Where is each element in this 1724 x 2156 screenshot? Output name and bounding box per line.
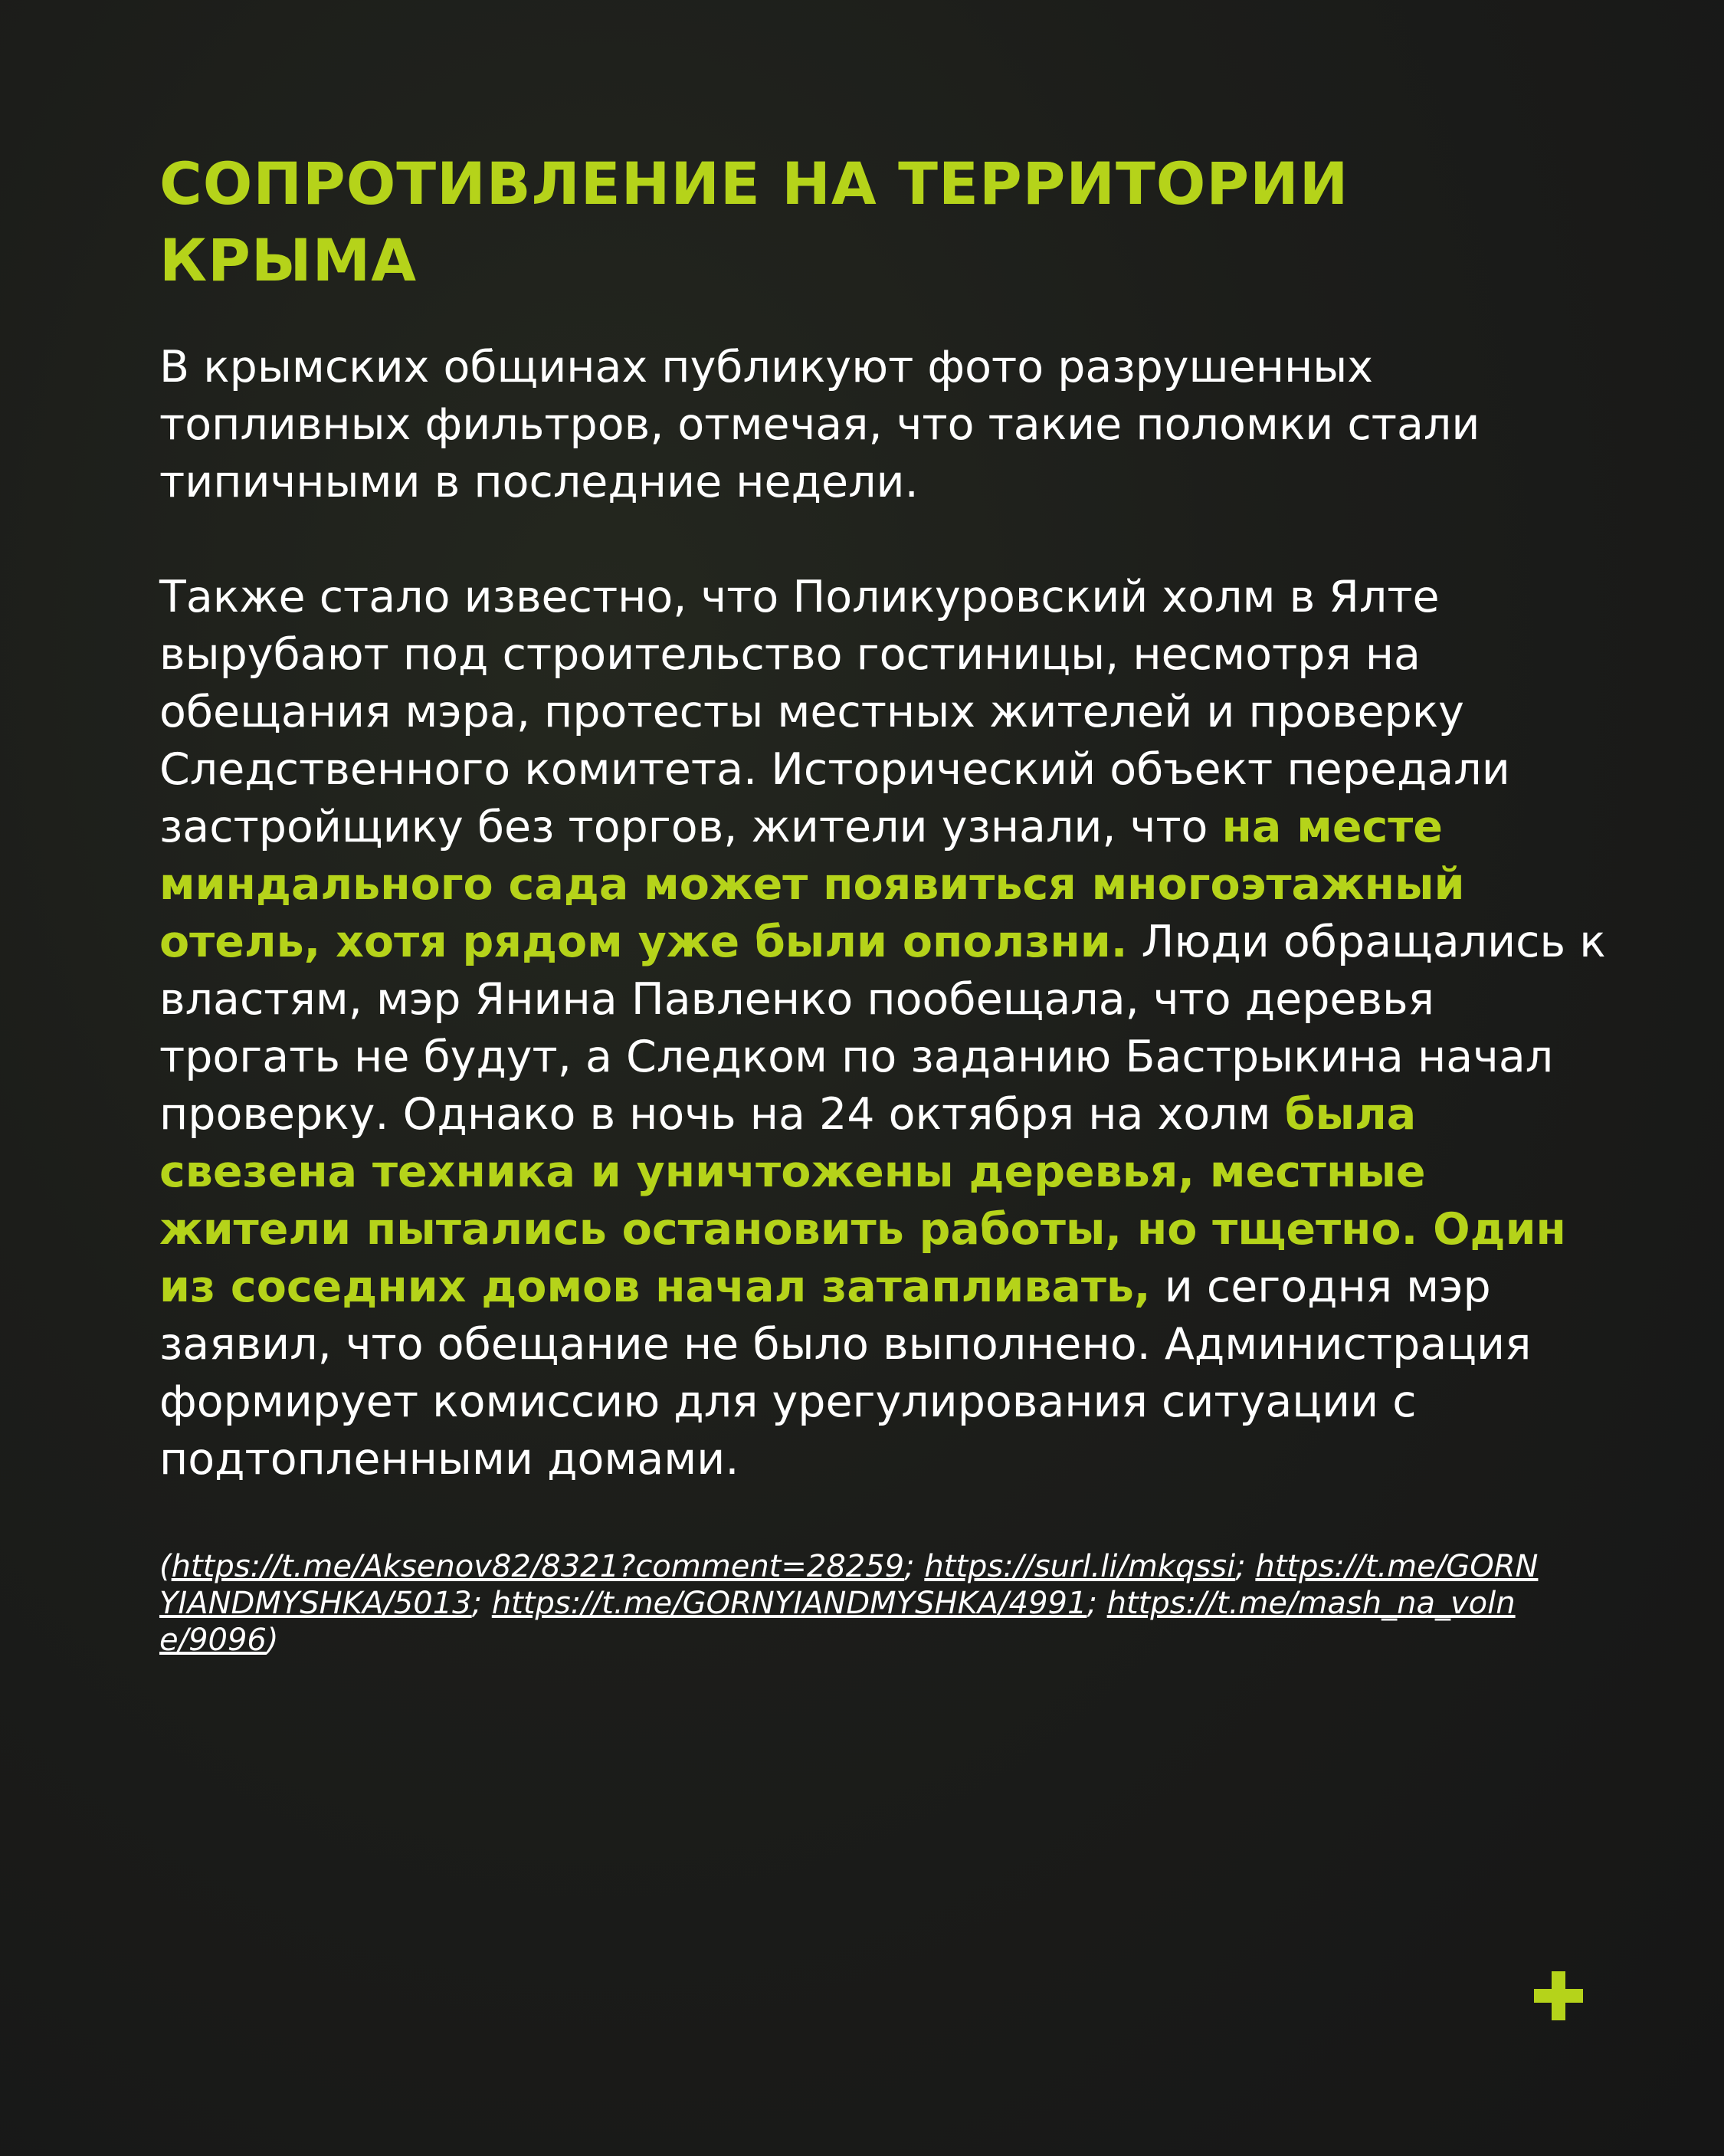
paragraph-text: и сегодня мэр заявил, что обещание не было выполнено. Администрация формирует комиссию для урегулирования ситуации с подтопленными домами. [159, 1262, 1532, 1485]
plus-icon [1534, 1971, 1583, 2020]
source-separator: ; [904, 1549, 925, 1584]
source-link[interactable]: https://t.me/GORNYIANDMYSHKA/5013 [159, 1549, 1539, 1621]
source-separator: ; [1235, 1549, 1256, 1584]
source-link[interactable]: https://t.me/GORNYIANDMYSHKA/4991 [491, 1586, 1087, 1621]
paragraph-text: Люди обращались к властям, мэр Янина Павленко пообещала, что деревья трогать не будут, а Следком по заданию Бастрыкина начал проверку. Однако в ночь на 24 октября на холм [159, 917, 1606, 1140]
sources-close-paren: ) [266, 1623, 279, 1658]
sources-open-paren: ( [159, 1549, 172, 1584]
article [159, 146, 1608, 1659]
highlight-text: была свезена техника и уничтожены деревья, местные жители пытались остановить работы, но тщетно. Один из соседних домов начал затапливать, [159, 1089, 1566, 1312]
paragraph-polikurovsky-hill [159, 569, 1608, 1488]
source-link[interactable]: https://t.me/Aksenov82/8321?comment=28259 [171, 1549, 905, 1584]
page-title: СОПРОТИВЛЕНИЕ НА ТЕРРИТОРИИ КРЫМА [159, 149, 1349, 294]
source-separator: ; [471, 1586, 492, 1621]
source-link[interactable]: https://surl.li/mkqssi [924, 1549, 1236, 1584]
highlight-text: на месте миндального сада может появиться многоэтажный отель, хотя рядом уже были оползни. [159, 802, 1465, 967]
paragraph-fuel-filters: В крымских общинах публикуют фото разрушенных топливных фильтров, отмечая, что такие поломки стали типичными в последние недели. [159, 342, 1480, 507]
source-separator: ; [1087, 1586, 1107, 1621]
source-link[interactable]: https://t.me/mash_na_volne/9096 [159, 1586, 1516, 1658]
sources-list [159, 1548, 1539, 1659]
paragraph-text: Также стало известно, что Поликуровский холм в Ялте вырубают под строительство гостиницы, несмотря на обещания мэра, протесты местных жителей и проверку Следственного комитета. Исторический объект передали застройщику без торгов, жители узнали, что [159, 572, 1510, 852]
